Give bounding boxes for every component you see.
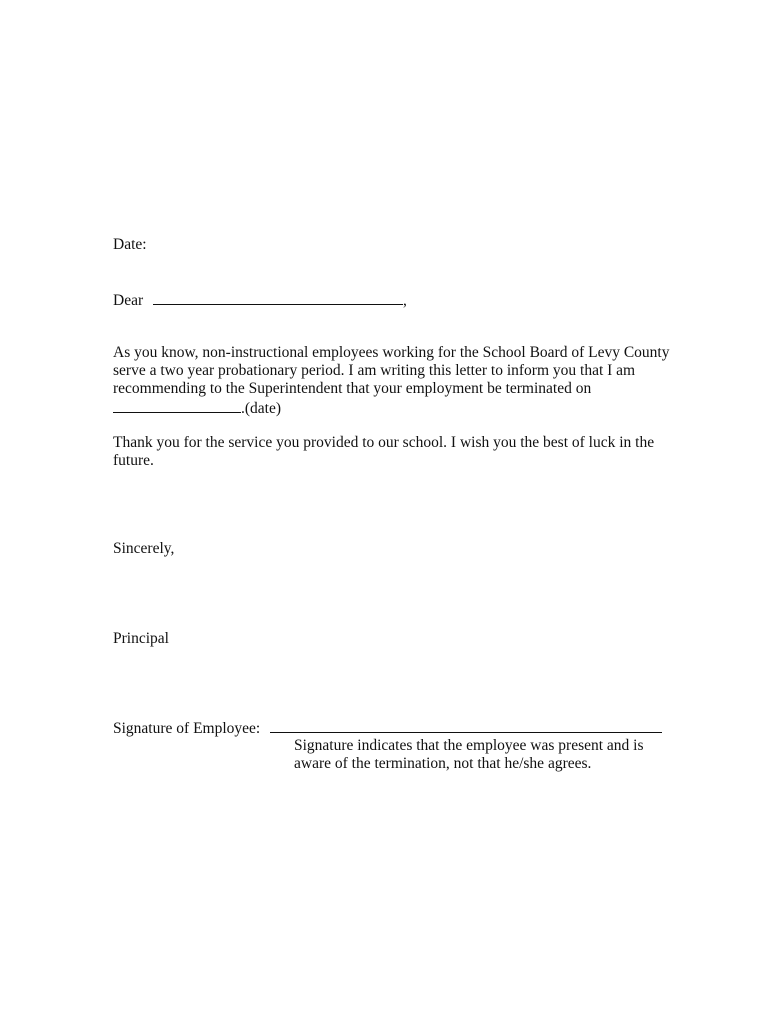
salutation-text: Dear bbox=[113, 292, 144, 309]
salutation-line bbox=[113, 290, 407, 310]
thanks-line-2: future. bbox=[113, 452, 154, 469]
signature-label: Signature of Employee: bbox=[113, 720, 261, 737]
salutation-comma: , bbox=[403, 292, 407, 309]
body-line-2: serve a two year probationary period. I am writing this letter to inform you that I am bbox=[113, 362, 636, 379]
date-suffix: .(date) bbox=[241, 400, 282, 417]
closing-text: Sincerely, bbox=[113, 540, 175, 557]
thanks-line-1: Thank you for the service you provided to our school. I wish you the best of luck in the bbox=[113, 434, 655, 451]
principal-title: Principal bbox=[113, 630, 169, 647]
termination-date-blank[interactable] bbox=[113, 398, 241, 413]
employee-signature-blank[interactable] bbox=[270, 718, 662, 733]
body-line-1: As you know, non-instructional employees working for the School Board of Levy County bbox=[113, 344, 670, 361]
signature-note-line-1: Signature indicates that the employee was present and is bbox=[294, 737, 644, 754]
termination-date-line bbox=[113, 398, 281, 418]
signature-line bbox=[113, 718, 662, 738]
date-label: Date: bbox=[113, 236, 147, 253]
signature-note-line-2: aware of the termination, not that he/she agrees. bbox=[294, 755, 592, 772]
recipient-name-blank[interactable] bbox=[153, 290, 403, 305]
body-line-3: recommending to the Superintendent that your employment be terminated on bbox=[113, 380, 592, 397]
